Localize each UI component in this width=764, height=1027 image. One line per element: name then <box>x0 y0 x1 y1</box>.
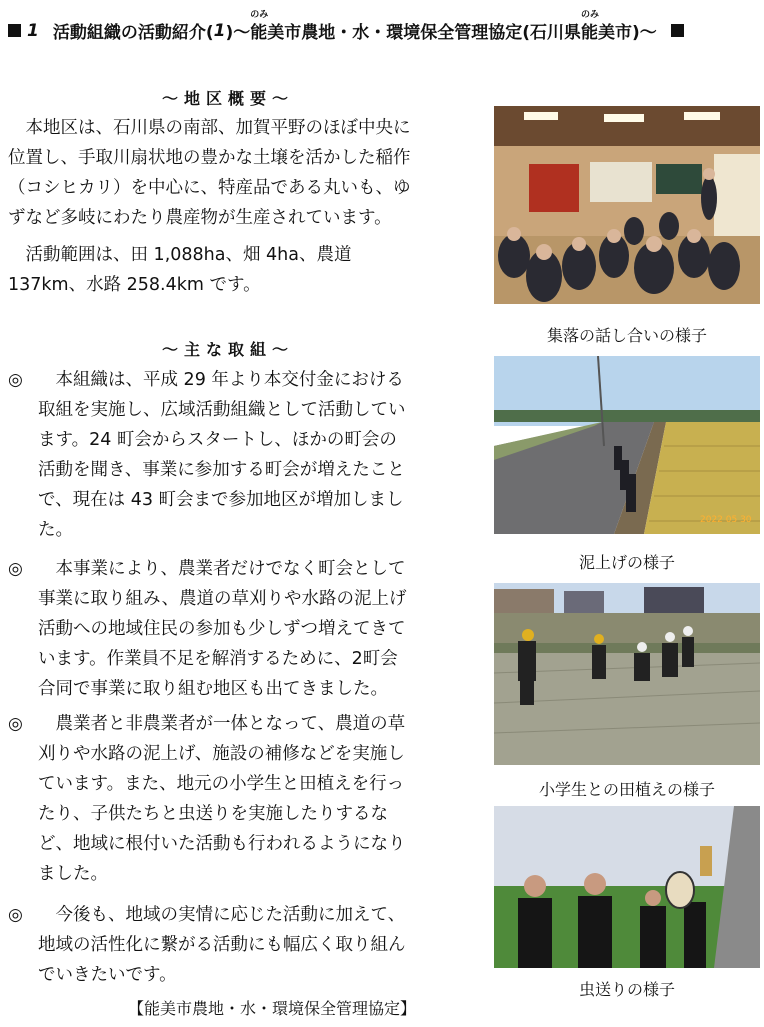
square-bullet-icon <box>8 24 21 37</box>
text-line: 合同で事業に取り組む地区も出てきました。 <box>38 679 388 699</box>
organization-signature: 【能美市農地・水・環境保全管理協定】 <box>128 999 417 1018</box>
double-circle-icon: ◎ <box>8 905 23 925</box>
header-ruby-noh-2 <box>581 10 600 43</box>
text-line: ずなど多岐にわたり農産物が生産されています。 <box>8 208 392 228</box>
text-line: 活動への地域住民の参加も少しずつ増えてきて <box>38 619 406 639</box>
photo-date-stamp: 2022 05 30 <box>700 515 752 525</box>
text-line: ています。また、地元の小学生と田植えを行っ <box>38 774 405 794</box>
double-circle-icon: ◎ <box>8 559 23 579</box>
header-title-b: )～ <box>225 23 251 43</box>
text-line: で、現在は 43 町会まで参加地区が増加しまし <box>38 490 404 510</box>
header-title-num: 1 <box>213 20 226 41</box>
header-title-c: 美市農地・水・環境保全管理協定(石川県 <box>267 23 582 43</box>
caption-meeting: 集落の話し合いの様子 <box>546 326 707 345</box>
double-circle-icon: ◎ <box>8 714 23 734</box>
photo-insect-festival <box>494 806 760 968</box>
caption-insect-festival: 虫送りの様子 <box>578 980 675 999</box>
text-line: 活動範囲は、田 1,088ha、畑 4ha、農道 <box>8 245 352 265</box>
text-line: 位置し、手取川扇状地の豊かな土壌を活かした稲作 <box>8 148 411 168</box>
overview-heading: ～地区概要～ <box>161 89 294 108</box>
square-bullet-icon <box>671 24 684 37</box>
text-line: でいきたいです。 <box>38 965 177 985</box>
text-line: ます。24 町会からスタートし、ほかの町会の <box>38 430 397 450</box>
text-line: たり、子供たちと虫送りを実施したりするな <box>38 804 388 824</box>
text-line: 取組を実施し、広域活動組織として活動してい <box>38 400 406 420</box>
overview-paragraph-1 <box>8 113 411 233</box>
photo-ditch-cleaning <box>494 356 760 534</box>
text-line: た。 <box>38 520 73 540</box>
text-line: ど、地域に根付いた活動も行われるようになり <box>38 834 406 854</box>
header-ruby-noh-1 <box>250 10 269 43</box>
section-number: 1 <box>27 20 39 41</box>
text-line: 今後も、地域の実情に応じた活動に加えて、 <box>38 905 406 925</box>
double-circle-icon: ◎ <box>8 370 23 390</box>
ruby-text: のみ <box>250 10 269 20</box>
photo-meeting <box>494 106 760 304</box>
text-line: 刈りや水路の泥上げ、施設の補修などを実施し <box>38 744 405 764</box>
header-title-a: 活動組織の活動紹介( <box>52 23 214 43</box>
caption-rice-planting: 小学生との田植えの様子 <box>538 780 715 799</box>
text-line: 活動を聞き、事業に参加する町会が増えたこと <box>38 460 405 480</box>
text-line: ました。 <box>38 864 108 884</box>
ruby-base: 能 <box>581 23 599 43</box>
page-header <box>8 6 758 43</box>
text-line: 農業者と非農業者が一体となって、農道の草 <box>38 714 406 734</box>
efforts-heading: ～主な取組～ <box>161 340 294 359</box>
text-line: 137km、水路 258.4km です。 <box>8 275 261 295</box>
text-line: 本地区は、石川県の南部、加賀平野のほぼ中央に <box>8 118 411 138</box>
ruby-text: のみ <box>581 10 600 20</box>
overview-paragraph-2 <box>8 240 352 300</box>
text-line: （コシヒカリ）を中心に、特産品である丸いも、ゆ <box>8 178 411 198</box>
text-line: います。作業員不足を解消するために、2町会 <box>38 649 398 669</box>
photo-rice-planting <box>494 583 760 765</box>
text-line: 事業に取り組み、農道の草刈りや水路の泥上げ <box>38 589 407 609</box>
caption-ditch-cleaning: 泥上げの様子 <box>578 553 675 572</box>
ruby-base: 能 <box>250 23 268 43</box>
text-line: 本組織は、平成 29 年より本交付金における <box>38 370 404 390</box>
header-title-d: 美市)～ <box>598 23 657 43</box>
text-line: 本事業により、農業者だけでなく町会として <box>38 559 406 579</box>
text-line: 地域の活性化に繋がる活動にも幅広く取り組ん <box>38 935 406 955</box>
